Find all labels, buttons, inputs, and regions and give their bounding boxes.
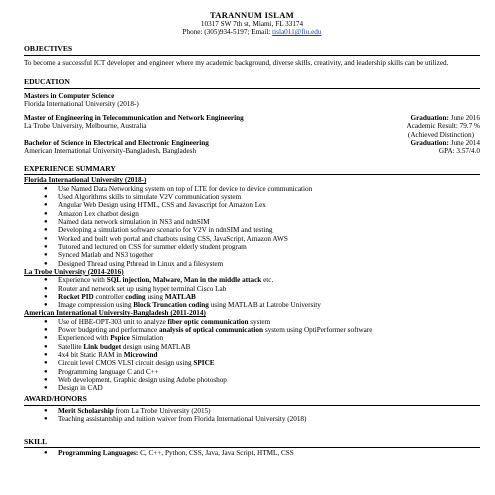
list-item: ● Use Named Data Networking system on top of LTE for device to device communication [24,185,480,193]
objectives-text: To become a successful ICT developer and engineer where my academic background, diverse skills, creativity, and leadership skills can be utilized. [24,59,449,67]
list-item: ● Design in CAD [24,384,480,392]
list-item: ● Router and network set up using hyper terminal Cisco Lab [24,285,480,293]
list-item: ● Merit Scholarship from La Trobe University (2015) [24,407,480,415]
awards-list [24,407,480,424]
list-item: ● 4x4 bit Static RAM in Microwind [24,351,480,359]
phone-text: Phone: (305)934-5197; Email: [182,28,271,37]
org-heading: American International University-Bangladesh (2011-2014) [24,309,206,318]
list-item: ● Satellite Link budget design using MATLAB [24,343,480,351]
degree: Bachelor of Science in Electrical and Electronic Engineering [24,139,209,148]
resume-page [24,10,480,458]
org-heading: Florida International University (2018-) [24,176,147,185]
gpa: GPA: 3.57/4.0 [438,147,480,156]
list-item: ● Worked and built web portal and chatbots using CSS, JavaScript, Amazon AWS [24,235,480,243]
graduation-date: Graduation: June 2014 [410,139,480,148]
degree: Masters in Computer Science [24,92,115,100]
school: Florida International University (2018-) [24,100,139,109]
section-divider [24,405,480,406]
candidate-name: TARANNUM ISLAM [209,10,295,20]
list-item: ● Web development, Graphic design using Adobe photoshop [24,376,480,384]
list-item: ● Rocket PID controller coding using MATLAB [24,293,480,301]
education-entry [24,139,480,156]
list-item: ● Image compression using Block Truncation coding using MATLAB at Latrobe University [24,301,480,309]
section-divider [24,55,480,56]
section-divider [24,174,480,175]
school: La Trobe University, Melbourne, Australia [24,122,147,131]
experience-title: EXPERIENCE SUMMARY [24,163,116,173]
objectives-title: OBJECTIVES [24,44,73,54]
section-divider [24,88,480,89]
section-divider [24,447,480,448]
awards-title: AWARD/HONORS [24,394,87,404]
org-heading: La Trobe University (2014-2016) [24,267,124,276]
list-item: ● Used Algorithms skills to simulate V2V communication system [24,193,480,201]
skill-title: SKILL [24,436,48,446]
degree: Master of Engineering in Telecommunication and Network Engineering [24,113,244,122]
aiub-experience-list [24,318,480,393]
education-title: EDUCATION [24,77,70,87]
education-entry [24,92,480,109]
fiu-experience-list [24,185,480,268]
school: American International University-Bangladesh, Bangladesh [24,147,197,156]
list-item: ● Experience with SQL injection, Malware, Man in the middle attack etc. [24,276,480,284]
list-item: ● Angular Web Design using HTML, CSS and Javascript for Amazon Lex [24,201,480,209]
list-item: ● Experienced with Pspice Simulation [24,334,480,342]
academic-result: Academic Result: 79.7 % [406,122,480,131]
address: 10317 SW 7th st, Miami, FL 33174 [200,20,304,28]
graduation-date: Graduation: June 2016 [410,113,480,122]
latrobe-experience-list [24,276,480,309]
list-item: ● Circuit level CMOS VLSI circuit design using SPICE [24,359,480,367]
contact-line [24,28,480,36]
list-item: ● Synced Matlab and NS3 together [24,251,480,259]
list-item: ● Designed Thread using Pthread in Linux and a filesystem [24,260,480,268]
list-item: ● Power budgeting and performance analysis of optical communication system using OptiPerformer software [24,326,480,334]
education-entry [24,114,480,139]
email-link[interactable]: tisla011@fiu.edu [272,28,322,37]
list-item: ● Teaching assistantship and tuition waiver from Florida International University (2018) [24,415,480,423]
list-item: ● Amazon Lex chatbot design [24,210,480,218]
resume-header [24,10,480,36]
list-item: ● Tutored and lectured on CSS for summer elderly student program [24,243,480,251]
skill-list [24,449,480,457]
list-item: ● Programming language C and C++ [24,368,480,376]
list-item: ● Named data network simulation in NS3 and ndnSIM [24,218,480,226]
list-item: ● Developing a simulation software scenario for V2V in ndnSIM and testing [24,226,480,234]
list-item: ● Use of HBE-OPT-303 unit to analyze fiber optic communication system [24,318,480,326]
distinction: (Achieved Distinction) [407,130,474,139]
list-item: ● Programming Languages: C, C++, Python, CSS, Java, Java Script, HTML, CSS [24,449,480,457]
